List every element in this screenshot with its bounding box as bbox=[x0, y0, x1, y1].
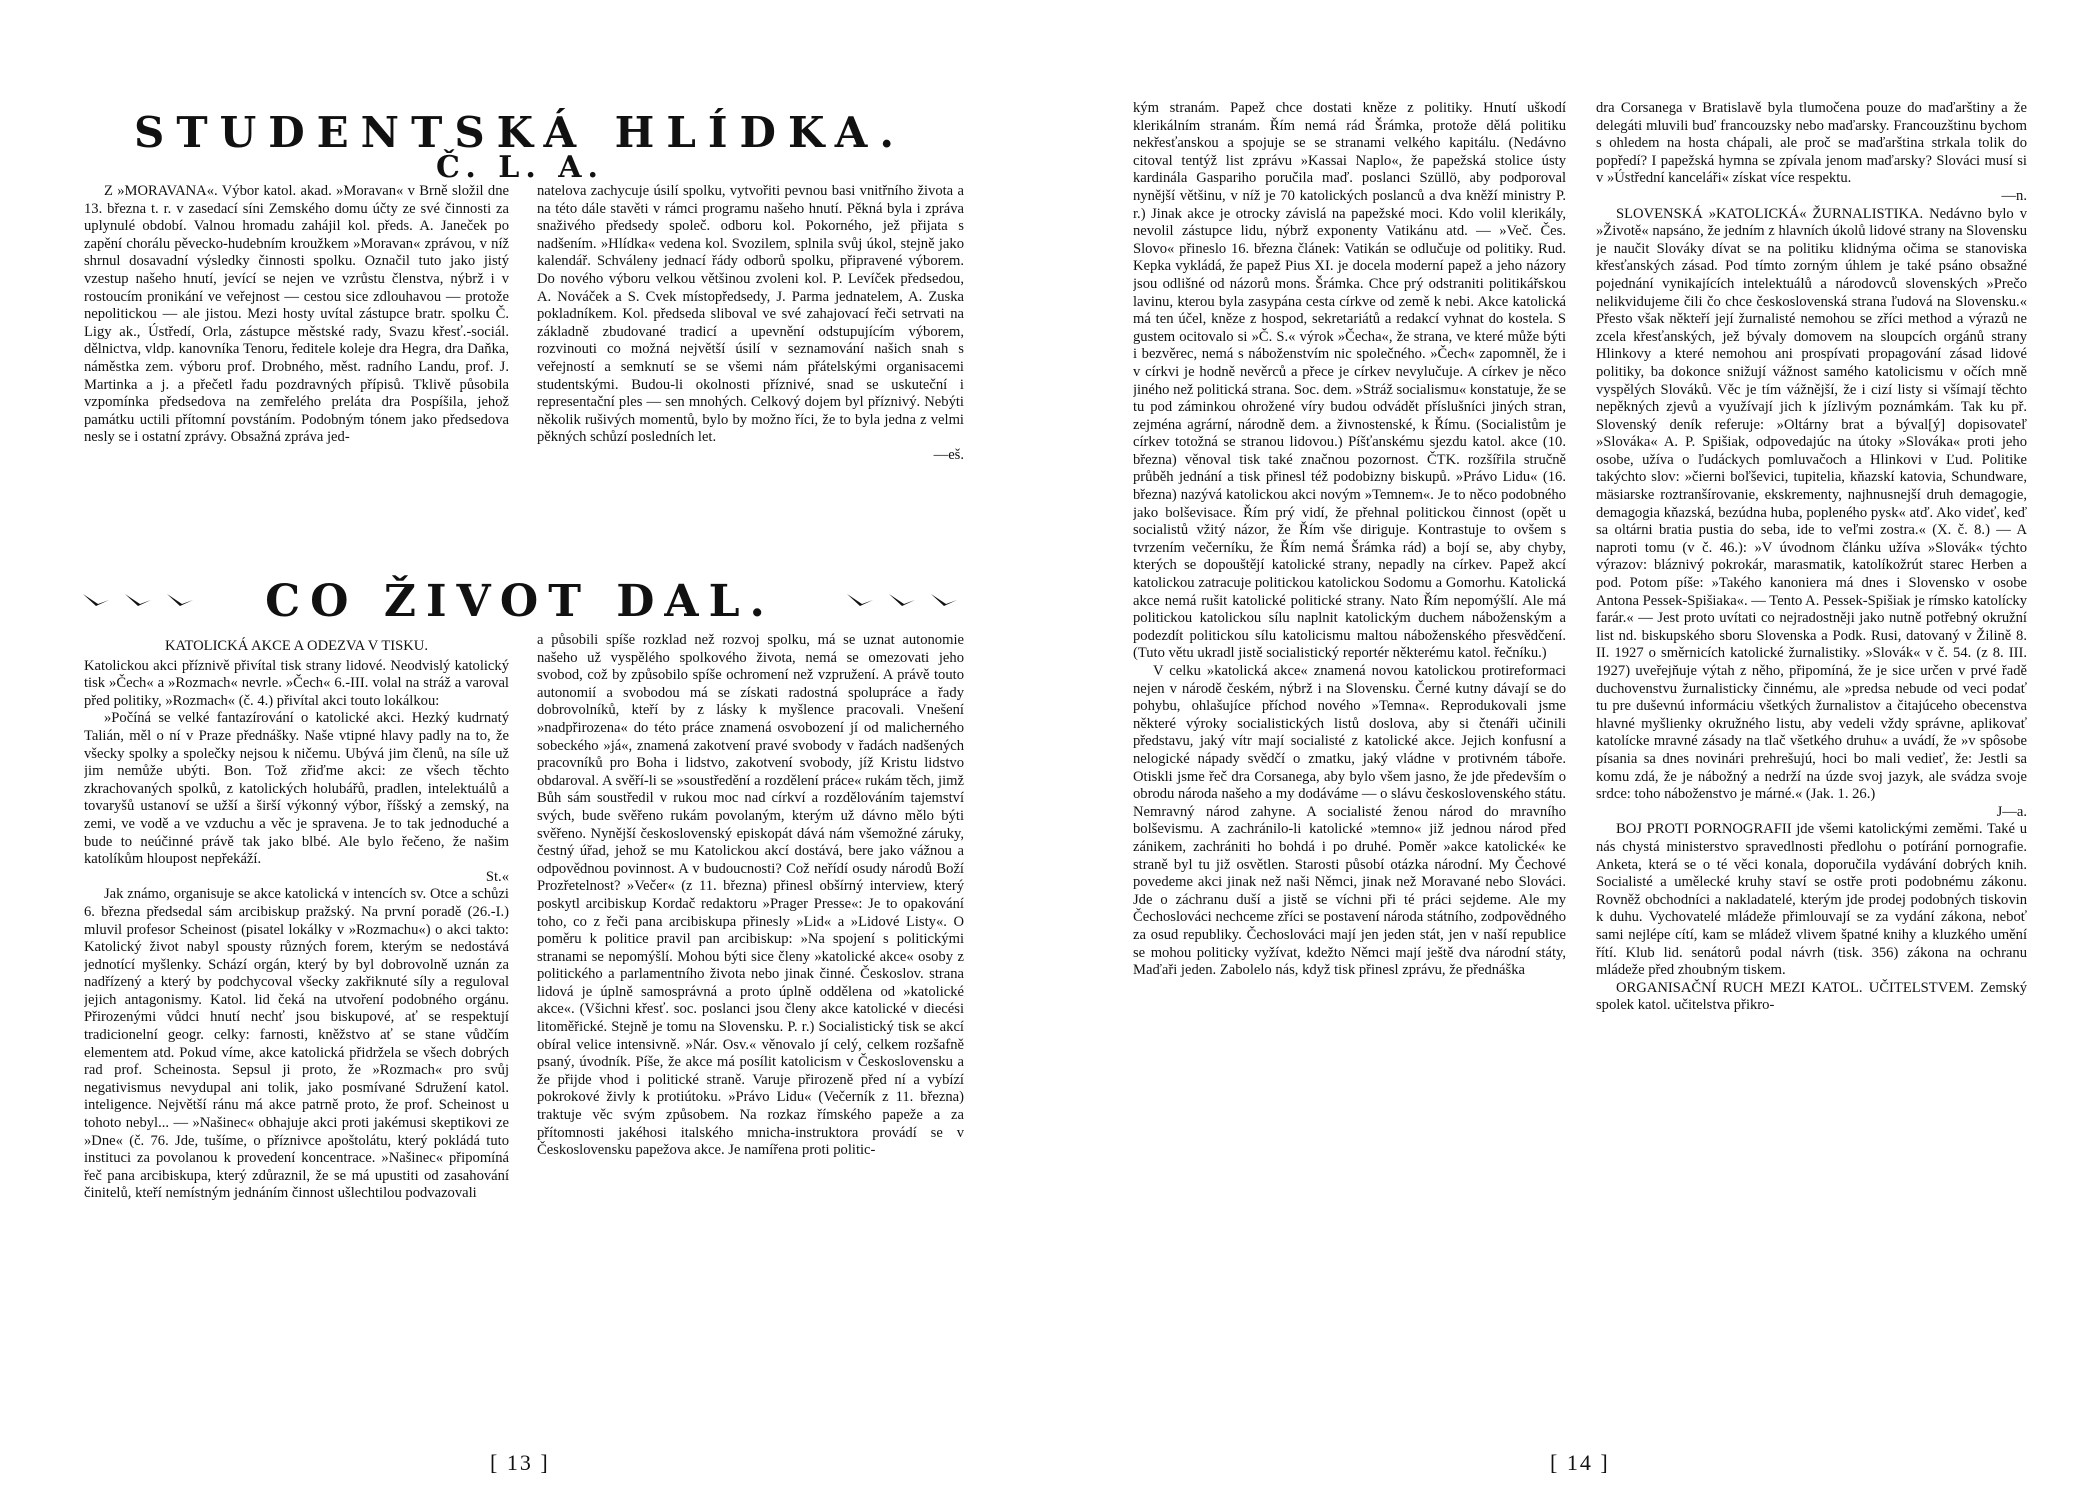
right-column-1 bbox=[1133, 100, 1566, 1435]
zurnalistika-article: SLOVENSKÁ »KATOLICKÁ« ŽURNALISTIKA. Nedávno bylo v »Životě« napsáno, že jedním z hlavních úkolů lidové strany na Slovensku je naučit Slováky dívat se na politiku klidnýma očima se stanoviska křesťanských zásad. Pod tímto zorným úhlem je také psáno obsažné pojednání vynikajících intelektuálů a národovců slovenských »Prečo nelikvidujeme čili čo chce československá strana ľudová na Slovensku.« Přesto však někteří její žurnalisté nemohou se zříci method a výrazů ne zcela křesťanských, jež bývaly domovem na sloupcích orgánů strany Hlinkovy a které nemohou ani prospívati propagování zásad lidové politiky, ba dokonce snižují vážnost samého katolicismu v očích mně vyspělých Slováků. Věc je tím vážnější, že i cizí listy si všímají těchto nepěkných zjevů a využívají jich k jízlivým poznámkám. Tak ku př. Slovenský deník referuje: »Oltárny brat a býval[ý] dopisovateľ »Slováka« A. P. Spišiak, odpovedajúc na útoky »Slováka« proti jeho osobe, užíva o ľudáckych pomluvačoch a Hlinkovi v Ľud. Politike takýchto slov: »čierni boľševici, tupitelia, kňazskí katovia, Schundware, mäsiarske roztranšírovanie, ekskrementy, najhnusnejší druh demagogie, demagogia kňazská, bezúdna huba, popleného pysk« atď. Ako videť, keď sa oltárni bratia pustia do seba, ide to veľmi zostra.« (X. č. 8.) — A naproti tomu (v č. 46.): »V úvodnom článku užíva »Slovák« týchto výrazov: bláznivý pokrokár, marasmatik, katolíkožrút starec Herben a pod. Potom píše: »Takého kanoniera má dnes i Slovensko v osobe Antona Pessek-Spišiaka«. — Tento A. Pessek-Spišiak je rímsko katolícky farár.« — Jest proto uvítati co nejradostněji jako nutně potřebný okružní list nd. biskupského sboru Slovenska a Podk. Rusi, datovaný v Žilině 8. II. 1927 o směrnicích katolické žurnalistiky. »Slovák« v č. 54. (z 8. III. 1927) uveřejňuje výtah z něho, připomíná, že je sice určen v prvé řadě duchovenstvu žurnalisticky činnému, ale »predsa nebude od veci podať tu pre duševnú informáciu všetkých žurnalistov a čitajúceho obecenstva hlavné myšlienky okružného listu, aby vedeli vždy správne, aplikovať katolícke mravné zásady na tlač všetkého druhu« a uvádí, že »v spôsobe písania sa dnes novinári prehrešujú, hoci bo mali vedieť, že: Jestli sa komu zdá, že je nábožný a nedrží na úzde svoj jazyk, ale svádza svoje srdce: toho náboženstvo je márné.« (Jak. 1. 26.) bbox=[1596, 205, 2027, 803]
page-number: [ 14 ] bbox=[1550, 1450, 1610, 1475]
moravan-report-continued: natelova zachycuje úsilí spolku, vytvořiti pevnou basi vnitřního života a na této dále stavěti v rámci programu našeho hnutí. Pěkná byla i zpráva snaživého předsedy společ. odboru kol. Pokorného, jež přijata s nadšením. »Hlídka« vedena kol. Svozilem, splnila svůj úkol, stejně jako kalendář. Schváleny jednací řády odborů spolku, připravené výborem. Do nového výboru velkou většinou zvoleni kol. P. Levíček předsedou, A. Nováček a S. Cvek místopředsedy, J. Parma jednatelem, A. Zuska pokladníkem. Kol. předseda sliboval ve své zahajovací řeči setrvati na základně zbudované tradicí a upevnění odstupujícím výborem, rozvinouti co možná největší úsilí v seznamování našich snah s veřejností a semknutí se se všemi nám přátelskými organisacemi studentskými. Budou-li okolnosti příznivé, snad se uskuteční i representační ples — sen mnohých. Celkový dojem byl příznivý. Nebýti několik rušivých momentů, bylo by možno říci, že to byla jedna z velmi pěkných schůzí posledních let. bbox=[537, 183, 964, 446]
moravan-report: Z »MORAVANA«. Výbor katol. akad. »Moravan« v Brně složil dne 13. března t. r. v zasedací síni Zemského domu účty ze své činnosti za uplynulé období. Valnou hromadu zahájil kol. předs. A. Janeček po zapění chorálu pěvecko-hudebním kroužkem »Moravan« zprávou, v níž shrnul dosavadní výsledky činnosti spolku. Označil tuto jako jistý vzestup našeho hnutí, jevící se nejen ve vzrůstu členstva, nýbrž i v rostoucím pronikání ve veřejnost — cestou sice zdlouhavou — protože nepolitickou — ale jistou. Mezi hosty uvítal zástupce bratr. spolku Č. Ligy ak., Ústředí, Orla, zástupce městské rady, Svazu křesť.-sociál. dělnictva, vldp. kanovníka Tenoru, ředitele koleje dra Hegra, dra Daňka, náměstka zem. výboru prof. Drobného, měst. radního Landu, prof. J. Martinka a j. a přečetl řadu pozdravných přípisů. Tklivě působila vzpomínka předsedova na zemřelého preláta dra Pospíšila, jehož památku uctili přítomní povstáním. Podobným tónem jako předsedova nesly se i ostatní zprávy. Obsažná zpráva jed- bbox=[84, 183, 509, 446]
cla-subtitle: Č. L. A. bbox=[436, 150, 604, 185]
quote-signature: St.« bbox=[485, 868, 509, 885]
paragraph: V celku »katolická akce« znamená novou katolickou protireformaci nejen v národě českém, nýbrž i na Slovensku. Černé kutny dávají se do pohybu, ohlašujíce příchod nového »Temna«. Reprodukovali jsme některé výroky socialistických listů doslova, aby si čtenáři učinili představu, jaký vítr mají socialisté z katolické akce. Jejich konfusní a nelogické nápady svědčí o zmatku, jaký vládne v protivném táboře. Otiskli jsme řeč dra Corsanega, aby bylo všem jasno, že jde především o obrodu národa našeho a my dodáváme — o slávu československého státu. Nemravný národ zahyne. A socialisté ženou národ do mravního bolševismu. A zachránilo-li katolické »temno« již jednou národ před zánikem, zachrániti ho bohdá i po druhé. Poměr »akce katolické« ke straně byl tu již osvětlen. Starosti působí otázka národní. My Čechové povedeme akci jinak než naši Němci, jinak než Moravané nebo Slováci. Jde o záchranu duší a jistě se víchni při té práci sejdeme. Ale my Čechoslováci nechceme zříci se postavení národa státního, zodpovědného za osud republiky. Čechoslováci mají jen jeden stát, jen v naší republice se mohou politicky vyžívat, kdežto Němci mají ještě dva národní státy, Maďaři jeden. Zabolelo nás, když tisk přinesl zprávu, že přednáška bbox=[1133, 663, 1566, 979]
section-heading: KATOLICKÁ AKCE A ODEZVA V TISKU. bbox=[165, 638, 428, 654]
bird-icon bbox=[846, 592, 874, 610]
cozivotdal-column-2 bbox=[537, 632, 964, 1432]
paragraph: dra Corsanega v Bratislavě byla tlumočena pouze do maďarštiny a že delegáti mluvili buď francouzsky nebo maďarsky. Francouzštinu bychom s ohledem na hosta chápali, ale proč se maďarština strkala tolik do popředí? I papežská hymna se zpívala jenom maďarsky? Slováci musí si v »Ústřední kanceláři« získat více respektu. bbox=[1596, 100, 2027, 187]
page-number: [ 13 ] bbox=[490, 1450, 550, 1475]
bird-icon bbox=[930, 592, 958, 610]
paragraph: Jak známo, organisuje se akce katolická v intencích sv. Otce a schůzi 6. března předsedal sám arcibiskup pražský. Na první poradě (26.-I.) mluvil profesor Scheinost (pisatel lokálky v »Rozmachu«) o akci takto: Katolický život nabyl spousty různých forem, kterým se nedostává jednotící myšlenky. Schází orgán, který by byl dobrovolně uznán za nadřízený a který by podchycoval všecky zakřiknuté síly a reguloval jejich antagonismy. Katol. lid čeká na utvoření podobného orgánu. Přirozenými vůdci hnutí nechť jsou biskupové, ať se respektují tradicionelní geogr. celky: farnosti, kněžstvo ať se stane vůdčím elementem atd. Pokud víme, akce katolická přidržela se všech dobrých rad prof. Scheinosta. Sepsul ji proto, že »Rozmach« pro svůj negativismus nevydupal ani tolik, jako posmívané Sdružení katol. inteligence. Největší ránu má akce patrně proto, že prof. Scheinost u tohoto nebyl... — »Našinec« obhajuje akci proti jakémusi skeptikovi ze »Dne« (č. 76. Jde, tušíme, o příznivce apoštolátu, který pokládá tuto instituci za povolanou k provedení koncentrace. »Našinec« připomíná řeč pana arcibiskupa, který zdůraznil, že se má upustiti od zasahování činitelů, kteří nemístným jednáním činnost ušlechtilou podvazovali bbox=[84, 886, 509, 1202]
signature: —n. bbox=[2001, 187, 2027, 204]
cozivotdal-column-1 bbox=[84, 632, 509, 1432]
paragraph: a působili spíše rozklad než rozvoj spolku, má se uznat autonomie našeho už vyspělého spolkového života, nemá se omezovati jeho svobod, což by způsobilo spíše ochromení než vzpružení. A právě touto autonomií a svobodou má se získati radostná spolupráce a řady dobrovolníků, kteří by z lásky k myšlence pracovali. Vnešení »nadpřirozena« do této práce znamená osvobození jí od malicherného sobeckého »já«, znamená zakotvení pravé svobody v řadách nadšených pracovníků pro Boha i lidstvo, zakotvení svobody, jíž Kristu lidstvo obdaroval. A svěří-li se »soustředění a rozdělení práce« rukám těch, jimž Bůh sám soustředil v rukou moc nad církví a rozdělováním tajemství svých, bude svěřeno rukám povolaným, kterým už dávno mělo býti svěřeno. Nynější československý episkopát dává nám všemožné záruky, čestný úřad, jehož se mu Katolickou akcí dostává, bere jako vážnou a odpovědnou povinnost. A v budoucnosti? Což neřídí osudy národů Boží Prozřetelnost? »Večer« (z 11. března) přinesl obšírný interview, který poskytl arcibiskup Kordač redaktoru »Prager Presse«: Je to opakování toho, co z řeči pana arcibiskupa přinesly »Lid« a »Lidové Listy«. O poměru k politice pravil pan arcibiskup: »Na spojení s politickými stranami se nepomýšlí. Mohou býti sice členy »katolické akce« osoby z politického a parlamentního života nebo jinak činné. Českoslov. strana lidová je úplně samosprávná a proto úplně oddělena od »katolické akce«. (Všichni křesť. soc. poslanci jsou členy akce katolické v diecési litoměřické. Stejně je tomu na Slovensku. P. r.) Socialistický tisk se akcí obíral velice intensivně. »Nár. Osv.« věnovalo jí celý, celkem rozšafně psaný, úvodník. Píše, že akce má posílit katolicism v Československu a že přijde vhod i politické straně. Varuje přirozeně před ní a vybízí pokrokové živly k protiútoku. »Právo Lidu« (Večerník z 11. března) traktuje věc svým způsobem. Na rozkaz římského papeže a za přítomnosti jakéhosi italského mnicha-instruktora provádí se v Československu papežova akce. Je namířena proti politic- bbox=[537, 632, 964, 1159]
paragraph: Katolickou akci příznivě přivítal tisk strany lidové. Neodvislý katolický tisk »Čech« a »Rozmach« nevrle. »Čech« 6.-III. volal na stráž a varoval před politiky, »Rozmach« (č. 4.) přivítal akci touto lokálkou: bbox=[84, 657, 509, 709]
quote: »Počíná se velké fantazírování o katolické akci. Hezký kudrnatý Talián, měl o ní v Praze přednášky. Naše vtipné hlavy padly na to, že všecky spolky a společky nejsou k ničemu. Ubývá jim členů, na síle už jim nemůže ubýti. Bon. Tož zřiďme akci: ze všech těchto zkrachovaných spolků, z katolických holubářů, pradlen, intelektuálů a tovaryšů ustanoví se užší a širší výkonný výbor, říšský a zemský, na zemi, ve vodě a ve vzduchu a věc je spravena. Je to tak jednoduché a bude to neúčinné právě tak jako blbé. Ale bylo řečeno, že našim katolíkům hloupost nepřekáží. bbox=[84, 710, 509, 868]
hlidka-column-2 bbox=[537, 183, 964, 583]
paragraph: kým stranám. Papež chce dostati kněze z politiky. Hnutí uškodí klerikálním stranám. Řím nemá rád Šrámka, protože dělá politiku nekřesťanskou a spojuje se se stranami velkého kapitálu. (Nedávno citoval tentýž list zprávu »Kassai Naplo«, že papežská stolice ústy kardinála Gaspariho poručila maď. poslanci Szüllö, aby podporoval nynější většinu, v níž je 70 katolických poslanců a dva kněží ministry P. r.) Jinak akce je otrocky závislá na papežské moci. Kdo volil klerikály, nevolil zástupce lidu, nýbrž exponenty Vatikánu atd. — »Več. Čes. Slovo« přineslo 16. března článek: Vatikán se odlučuje od politiky. Rud. Kepka vykládá, že papež Pius XI. je docela moderní papež a jeho názory jsou odlišné od názorů mons. Šrámka. Chce prý odstraniti politikářskou lavinu, kterou byla zasypána cesta církve od země k nebi. Akce katolická má ten účel, kněze z hospod, sekretariátů a redakcí vyhnat do kostela. S gustem ocitovalo si »Č. S.« výrok »Čecha«, že strana, ve které může býti i bezvěrec, nemá s náboženstvím nic společného. »Čech« zapomněl, že i v církvi je hodně nevěrců a přece je církev nevylučuje. A církev je něco jiného než politická strana. Soc. dem. »Stráž socialismu« konstatuje, že se tu pod záminkou ohrožené víry budou odvádět příslušníci jiných stran, zejména agrární, národně dem. a živnostenské, k Římu. (Socialistům je církev totožná se stranou lidovou.) Píšťanskému sjezdu katol. akce (10. března) věnoval tisk také značnou pozornost. ČTK. rozšířila stručně průběh jednání a tisk přinesl též podobizny biskupů. »Právo Lidu« (16. března) nazývá katolickou akci novým »Temnem«. Je to něco podobného jako bolševisace. Řím prý vidí, že přehnal politickou činnost (opět u socialistů vžitý názor, že Řím vše diriguje. Kontrastuje to ovšem s tvrzením večerníku, že Řím nemá Šrámka rád) a bojí se, aby chyby, kterých se dopouštějí katolické strany, nepadly na církev. Papež akcí katolickou zatracuje politickou katolickou Sodomu a Gomorhu. Katolická akce nemá rušit katolické politické strany. Nato Řím nepomýšlí. Ale má politickou katolickou sílu naplnit katolickým duchem náboženským a podezdít politickou sílu katolicismu maltou náboženského přesvědčení. (Tuto větu ukradl jistě socialistický reportér některému katol. řečníku.) bbox=[1133, 100, 1566, 662]
bird-icon bbox=[888, 592, 916, 610]
right-page bbox=[1040, 0, 2080, 1500]
right-column-2 bbox=[1596, 100, 2027, 1435]
ornament-right bbox=[846, 592, 958, 610]
hlidka-column-1 bbox=[84, 183, 509, 583]
ucitelstvo-article: ORGANISAČNÍ RUCH MEZI KATOL. UČITELSTVEM. Zemský spolek katol. učitelstva přikro- bbox=[1596, 979, 2027, 1014]
signature: J—a. bbox=[1996, 803, 2027, 820]
pornografie-article: BOJ PROTI PORNOGRAFII jde všemi katolickými zeměmi. Také u nás chystá ministerstvo spravedlnosti předlohu o potírání pornografie. Anketa, která se o té věci konala, doporučila vydávání dobrých knih. Socialisté a umělecké kruhy staví se ostře proti podobnému zákonu. Rovněž obchodníci a nakladatelé, kterým jde prodej podobných tiskovin k duhu. Vychovatelé mládeže přimlouvají se za vydání zákona, neboť sami nejlépe cítí, kam se mládež vlivem špatné knihy a kluzkého umění řítí. Klub lid. senátorů podal návrh (tisk. 356) zákona na ochranu mládeže před zhoubným tiskem. bbox=[1596, 821, 2027, 979]
hlidka-signature: —eš. bbox=[933, 446, 964, 463]
co-zivot-dal-title: CO ŽIVOT DAL. bbox=[265, 576, 775, 627]
studentska-hlidka-title: STUDENTSKÁ HLÍDKA. bbox=[134, 108, 906, 157]
